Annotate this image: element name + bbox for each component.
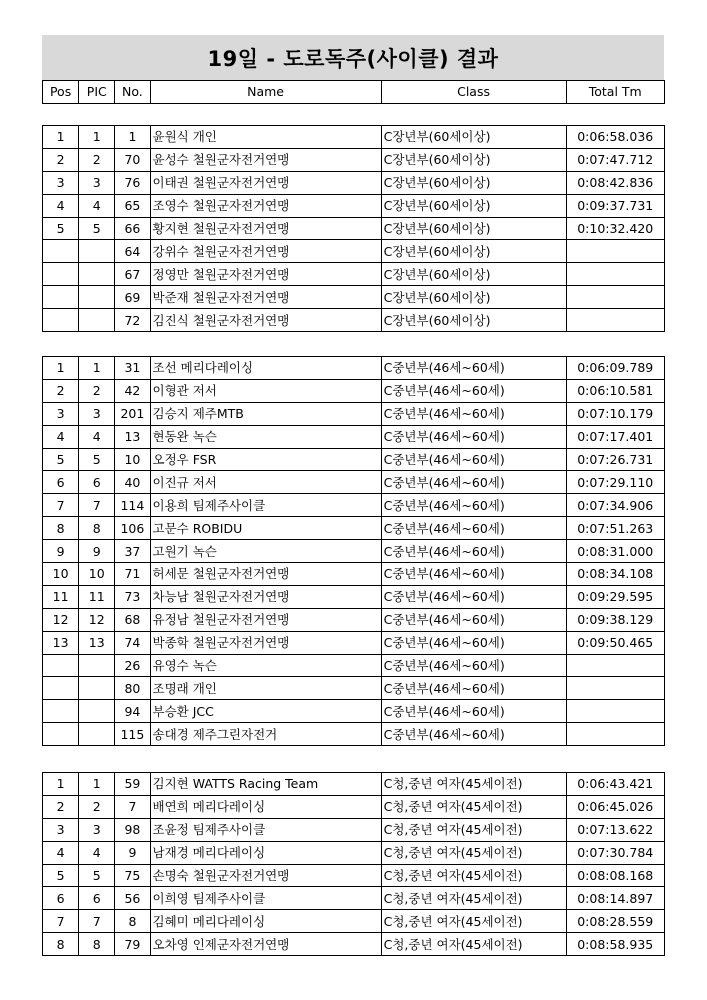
cell-time: 0:07:30.784 bbox=[566, 841, 665, 864]
table-row bbox=[43, 217, 665, 240]
cell-pos: 4 bbox=[43, 841, 79, 864]
cell-no: 56 bbox=[115, 887, 150, 910]
cell-pos: 1 bbox=[43, 126, 79, 149]
cell-class: C장년부(60세이상) bbox=[381, 194, 566, 217]
cell-name: 현동완 녹슨 bbox=[150, 425, 381, 448]
cell-pic: 4 bbox=[79, 194, 115, 217]
table-row bbox=[43, 425, 665, 448]
cell-pic bbox=[79, 309, 115, 332]
cell-no: 68 bbox=[115, 608, 150, 631]
table-row bbox=[43, 540, 665, 563]
cell-name: 부승환 JCC bbox=[150, 700, 381, 723]
cell-name: 유영수 녹슨 bbox=[150, 654, 381, 677]
cell-time: 0:07:29.110 bbox=[566, 471, 665, 494]
cell-name: 유정남 철원군자전거연맹 bbox=[150, 608, 381, 631]
cell-pic: 3 bbox=[79, 402, 115, 425]
cell-class: C중년부(46세~60세) bbox=[381, 677, 566, 700]
cell-class: C청,중년 여자(45세이전) bbox=[381, 933, 566, 956]
table-row bbox=[43, 402, 665, 425]
table-row bbox=[43, 309, 665, 332]
cell-class: C청,중년 여자(45세이전) bbox=[381, 795, 566, 818]
cell-time: 0:09:50.465 bbox=[566, 631, 665, 654]
table-row bbox=[43, 357, 665, 380]
cell-no: 26 bbox=[115, 654, 150, 677]
cell-pos: 6 bbox=[43, 887, 79, 910]
cell-pic: 3 bbox=[79, 818, 115, 841]
cell-time: 0:06:58.036 bbox=[566, 126, 665, 149]
cell-pic: 4 bbox=[79, 425, 115, 448]
cell-pic: 13 bbox=[79, 631, 115, 654]
results-table-group-2 bbox=[42, 356, 665, 746]
table-row bbox=[43, 286, 665, 309]
table-row bbox=[43, 795, 665, 818]
cell-no: 31 bbox=[115, 357, 150, 380]
cell-pic: 6 bbox=[79, 887, 115, 910]
results-table-group-3 bbox=[42, 772, 665, 956]
cell-name: 배연희 메리다레이싱 bbox=[150, 795, 381, 818]
cell-no: 1 bbox=[115, 126, 150, 149]
cell-name: 고원기 녹슨 bbox=[150, 540, 381, 563]
header-name: Name bbox=[150, 81, 381, 104]
cell-name: 김혜미 메리다레이싱 bbox=[150, 910, 381, 933]
table-row bbox=[43, 148, 665, 171]
table-row bbox=[43, 933, 665, 956]
cell-pic: 5 bbox=[79, 448, 115, 471]
cell-pic bbox=[79, 677, 115, 700]
cell-pos bbox=[43, 677, 79, 700]
cell-name: 이용희 팀제주사이클 bbox=[150, 494, 381, 517]
cell-pic: 1 bbox=[79, 126, 115, 149]
cell-time: 0:07:47.712 bbox=[566, 148, 665, 171]
cell-name: 조명래 개인 bbox=[150, 677, 381, 700]
cell-name: 이희영 팀제주사이클 bbox=[150, 887, 381, 910]
cell-time: 0:08:14.897 bbox=[566, 887, 665, 910]
cell-time: 0:08:08.168 bbox=[566, 864, 665, 887]
cell-pic bbox=[79, 286, 115, 309]
table-row bbox=[43, 517, 665, 540]
cell-class: C장년부(60세이상) bbox=[381, 126, 566, 149]
cell-name: 이태권 철원군자전거연맹 bbox=[150, 171, 381, 194]
cell-no: 79 bbox=[115, 933, 150, 956]
cell-name: 손명숙 철원군자전거연맹 bbox=[150, 864, 381, 887]
cell-no: 10 bbox=[115, 448, 150, 471]
cell-pos: 8 bbox=[43, 517, 79, 540]
cell-pos: 8 bbox=[43, 933, 79, 956]
cell-time: 0:07:51.263 bbox=[566, 517, 665, 540]
cell-pos: 4 bbox=[43, 194, 79, 217]
cell-pos: 9 bbox=[43, 540, 79, 563]
cell-name: 이진규 저서 bbox=[150, 471, 381, 494]
cell-class: C중년부(46세~60세) bbox=[381, 517, 566, 540]
cell-no: 37 bbox=[115, 540, 150, 563]
cell-pos: 12 bbox=[43, 608, 79, 631]
cell-class: C중년부(46세~60세) bbox=[381, 494, 566, 517]
cell-name: 조영수 철원군자전거연맹 bbox=[150, 194, 381, 217]
cell-pic: 5 bbox=[79, 864, 115, 887]
cell-no: 69 bbox=[115, 286, 150, 309]
cell-class: C중년부(46세~60세) bbox=[381, 723, 566, 746]
cell-pic: 1 bbox=[79, 357, 115, 380]
cell-pos: 3 bbox=[43, 818, 79, 841]
cell-time: 0:07:34.906 bbox=[566, 494, 665, 517]
cell-pos: 4 bbox=[43, 425, 79, 448]
cell-name: 윤원식 개인 bbox=[150, 126, 381, 149]
cell-pic bbox=[79, 263, 115, 286]
cell-pos bbox=[43, 240, 79, 263]
cell-pic: 10 bbox=[79, 563, 115, 586]
cell-class: C중년부(46세~60세) bbox=[381, 654, 566, 677]
page-title: 19일 - 도로독주(사이클) 결과 bbox=[42, 35, 664, 80]
header-no: No. bbox=[115, 81, 150, 104]
cell-pic: 6 bbox=[79, 471, 115, 494]
cell-pos bbox=[43, 309, 79, 332]
cell-name: 송대경 제주그린자전거 bbox=[150, 723, 381, 746]
cell-class: C청,중년 여자(45세이전) bbox=[381, 887, 566, 910]
cell-name: 김진식 철원군자전거연맹 bbox=[150, 309, 381, 332]
cell-name: 남재경 메리다레이싱 bbox=[150, 841, 381, 864]
table-row bbox=[43, 240, 665, 263]
cell-time bbox=[566, 723, 665, 746]
cell-time: 0:07:17.401 bbox=[566, 425, 665, 448]
cell-pos: 11 bbox=[43, 585, 79, 608]
cell-time bbox=[566, 700, 665, 723]
cell-class: C장년부(60세이상) bbox=[381, 171, 566, 194]
cell-time bbox=[566, 286, 665, 309]
cell-time: 0:08:28.559 bbox=[566, 910, 665, 933]
cell-time: 0:08:31.000 bbox=[566, 540, 665, 563]
cell-pic: 7 bbox=[79, 910, 115, 933]
table-row bbox=[43, 818, 665, 841]
cell-pos: 13 bbox=[43, 631, 79, 654]
cell-pic: 9 bbox=[79, 540, 115, 563]
cell-name: 박준재 철원군자전거연맹 bbox=[150, 286, 381, 309]
cell-class: C중년부(46세~60세) bbox=[381, 425, 566, 448]
cell-pic: 11 bbox=[79, 585, 115, 608]
cell-pos: 5 bbox=[43, 448, 79, 471]
cell-class: C중년부(46세~60세) bbox=[381, 563, 566, 586]
cell-name: 정영만 철원군자전거연맹 bbox=[150, 263, 381, 286]
cell-pic bbox=[79, 723, 115, 746]
cell-no: 94 bbox=[115, 700, 150, 723]
cell-class: C장년부(60세이상) bbox=[381, 240, 566, 263]
cell-time: 0:08:58.935 bbox=[566, 933, 665, 956]
cell-pic: 1 bbox=[79, 773, 115, 796]
cell-class: C중년부(46세~60세) bbox=[381, 379, 566, 402]
cell-name: 오차영 인제군자전거연맹 bbox=[150, 933, 381, 956]
table-row bbox=[43, 773, 665, 796]
header-class: Class bbox=[381, 81, 566, 104]
cell-no: 71 bbox=[115, 563, 150, 586]
cell-pic: 8 bbox=[79, 933, 115, 956]
cell-no: 75 bbox=[115, 864, 150, 887]
cell-pos: 2 bbox=[43, 795, 79, 818]
table-row bbox=[43, 700, 665, 723]
table-row bbox=[43, 864, 665, 887]
cell-no: 40 bbox=[115, 471, 150, 494]
table-row bbox=[43, 631, 665, 654]
cell-class: C중년부(46세~60세) bbox=[381, 631, 566, 654]
table-row bbox=[43, 171, 665, 194]
cell-name: 이형관 저서 bbox=[150, 379, 381, 402]
cell-pos: 5 bbox=[43, 217, 79, 240]
cell-class: C중년부(46세~60세) bbox=[381, 608, 566, 631]
cell-time: 0:07:26.731 bbox=[566, 448, 665, 471]
cell-no: 64 bbox=[115, 240, 150, 263]
cell-no: 8 bbox=[115, 910, 150, 933]
cell-name: 조윤정 팀제주사이클 bbox=[150, 818, 381, 841]
cell-no: 66 bbox=[115, 217, 150, 240]
cell-pic: 8 bbox=[79, 517, 115, 540]
cell-no: 106 bbox=[115, 517, 150, 540]
cell-pos: 3 bbox=[43, 171, 79, 194]
cell-no: 42 bbox=[115, 379, 150, 402]
cell-time: 0:06:09.789 bbox=[566, 357, 665, 380]
header-row bbox=[43, 81, 665, 104]
cell-pos: 3 bbox=[43, 402, 79, 425]
cell-class: C중년부(46세~60세) bbox=[381, 700, 566, 723]
cell-no: 67 bbox=[115, 263, 150, 286]
cell-class: C중년부(46세~60세) bbox=[381, 540, 566, 563]
cell-time: 0:09:37.731 bbox=[566, 194, 665, 217]
cell-time bbox=[566, 309, 665, 332]
cell-pic: 4 bbox=[79, 841, 115, 864]
cell-name: 허세문 철원군자전거연맹 bbox=[150, 563, 381, 586]
cell-class: C청,중년 여자(45세이전) bbox=[381, 864, 566, 887]
cell-pic: 12 bbox=[79, 608, 115, 631]
cell-class: C청,중년 여자(45세이전) bbox=[381, 841, 566, 864]
cell-name: 박종학 철원군자전거연맹 bbox=[150, 631, 381, 654]
table-row bbox=[43, 608, 665, 631]
cell-name: 조선 메리다레이싱 bbox=[150, 357, 381, 380]
table-row bbox=[43, 471, 665, 494]
cell-no: 80 bbox=[115, 677, 150, 700]
cell-no: 201 bbox=[115, 402, 150, 425]
cell-name: 고문수 ROBIDU bbox=[150, 517, 381, 540]
cell-class: C장년부(60세이상) bbox=[381, 217, 566, 240]
table-row bbox=[43, 677, 665, 700]
cell-class: C중년부(46세~60세) bbox=[381, 585, 566, 608]
table-row bbox=[43, 263, 665, 286]
cell-name: 차능남 철원군자전거연맹 bbox=[150, 585, 381, 608]
cell-pos: 1 bbox=[43, 773, 79, 796]
cell-pos: 2 bbox=[43, 379, 79, 402]
table-row bbox=[43, 126, 665, 149]
cell-pos bbox=[43, 700, 79, 723]
cell-time: 0:09:38.129 bbox=[566, 608, 665, 631]
cell-time bbox=[566, 654, 665, 677]
cell-class: C중년부(46세~60세) bbox=[381, 357, 566, 380]
cell-pos: 7 bbox=[43, 910, 79, 933]
header-pos: Pos bbox=[43, 81, 79, 104]
cell-pic: 2 bbox=[79, 148, 115, 171]
cell-no: 98 bbox=[115, 818, 150, 841]
cell-time bbox=[566, 263, 665, 286]
cell-class: C장년부(60세이상) bbox=[381, 286, 566, 309]
table-row bbox=[43, 448, 665, 471]
cell-name: 강위수 철원군자전거연맹 bbox=[150, 240, 381, 263]
cell-time: 0:06:10.581 bbox=[566, 379, 665, 402]
cell-no: 59 bbox=[115, 773, 150, 796]
cell-name: 김승지 제주MTB bbox=[150, 402, 381, 425]
cell-pos: 10 bbox=[43, 563, 79, 586]
cell-class: C중년부(46세~60세) bbox=[381, 448, 566, 471]
cell-pic bbox=[79, 700, 115, 723]
cell-no: 13 bbox=[115, 425, 150, 448]
cell-pic bbox=[79, 654, 115, 677]
cell-pic: 3 bbox=[79, 171, 115, 194]
cell-name: 윤성수 철원군자전거연맹 bbox=[150, 148, 381, 171]
cell-no: 76 bbox=[115, 171, 150, 194]
cell-class: C청,중년 여자(45세이전) bbox=[381, 773, 566, 796]
cell-no: 74 bbox=[115, 631, 150, 654]
table-row bbox=[43, 585, 665, 608]
table-row bbox=[43, 654, 665, 677]
table-row bbox=[43, 723, 665, 746]
cell-pos: 2 bbox=[43, 148, 79, 171]
cell-pic bbox=[79, 240, 115, 263]
cell-pos: 1 bbox=[43, 357, 79, 380]
cell-time: 0:07:13.622 bbox=[566, 818, 665, 841]
cell-name: 김지현 WATTS Racing Team bbox=[150, 773, 381, 796]
cell-no: 65 bbox=[115, 194, 150, 217]
cell-pic: 7 bbox=[79, 494, 115, 517]
cell-no: 7 bbox=[115, 795, 150, 818]
cell-pos: 7 bbox=[43, 494, 79, 517]
table-row bbox=[43, 887, 665, 910]
cell-no: 72 bbox=[115, 309, 150, 332]
cell-class: C장년부(60세이상) bbox=[381, 309, 566, 332]
cell-time bbox=[566, 677, 665, 700]
column-header-table bbox=[42, 80, 665, 104]
cell-no: 73 bbox=[115, 585, 150, 608]
cell-pos bbox=[43, 654, 79, 677]
cell-no: 70 bbox=[115, 148, 150, 171]
table-row bbox=[43, 563, 665, 586]
cell-name: 황지현 철원군자전거연맹 bbox=[150, 217, 381, 240]
cell-time bbox=[566, 240, 665, 263]
cell-pic: 5 bbox=[79, 217, 115, 240]
header-pic: PIC bbox=[79, 81, 115, 104]
cell-time: 0:08:42.836 bbox=[566, 171, 665, 194]
cell-class: C중년부(46세~60세) bbox=[381, 471, 566, 494]
cell-no: 114 bbox=[115, 494, 150, 517]
cell-class: C장년부(60세이상) bbox=[381, 148, 566, 171]
table-row bbox=[43, 841, 665, 864]
cell-class: C청,중년 여자(45세이전) bbox=[381, 818, 566, 841]
cell-time: 0:06:45.026 bbox=[566, 795, 665, 818]
cell-class: C중년부(46세~60세) bbox=[381, 402, 566, 425]
cell-name: 오정우 FSR bbox=[150, 448, 381, 471]
cell-pos bbox=[43, 723, 79, 746]
cell-time: 0:07:10.179 bbox=[566, 402, 665, 425]
table-row bbox=[43, 494, 665, 517]
table-row bbox=[43, 379, 665, 402]
cell-pos: 5 bbox=[43, 864, 79, 887]
cell-class: C장년부(60세이상) bbox=[381, 263, 566, 286]
header-time: Total Tm bbox=[566, 81, 665, 104]
cell-time: 0:06:43.421 bbox=[566, 773, 665, 796]
cell-time: 0:08:34.108 bbox=[566, 563, 665, 586]
cell-no: 115 bbox=[115, 723, 150, 746]
table-row bbox=[43, 910, 665, 933]
results-table-group-1 bbox=[42, 125, 665, 332]
cell-time: 0:10:32.420 bbox=[566, 217, 665, 240]
cell-pos bbox=[43, 286, 79, 309]
cell-time: 0:09:29.595 bbox=[566, 585, 665, 608]
cell-pos bbox=[43, 263, 79, 286]
cell-pic: 2 bbox=[79, 795, 115, 818]
cell-no: 9 bbox=[115, 841, 150, 864]
cell-class: C청,중년 여자(45세이전) bbox=[381, 910, 566, 933]
cell-pic: 2 bbox=[79, 379, 115, 402]
cell-pos: 6 bbox=[43, 471, 79, 494]
table-row bbox=[43, 194, 665, 217]
